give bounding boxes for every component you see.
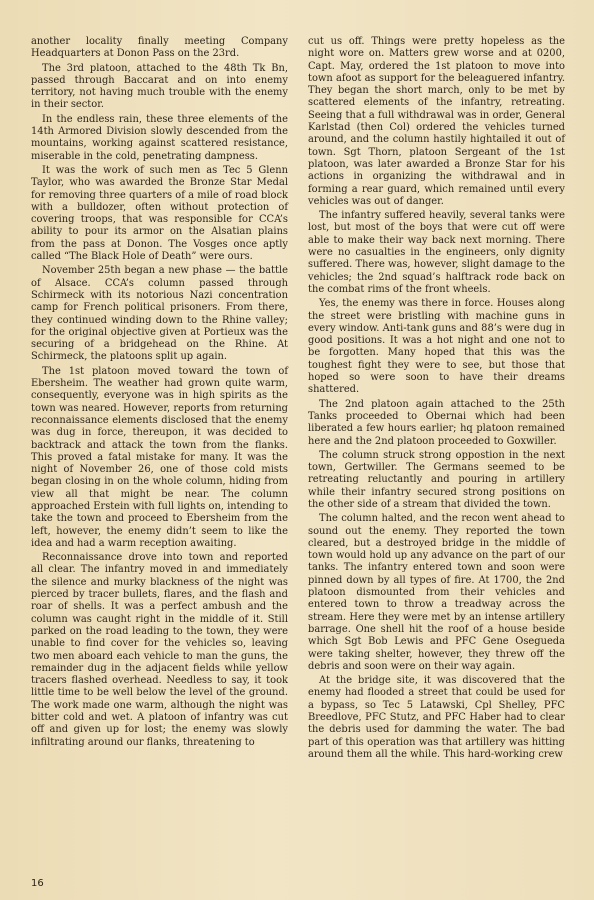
paragraph: November 25th began a new phase — the battle of Alsace. CCA’s column passed through Schirmeck with its notorious Nazi concentration camp for French political prisoners. From there, they continued winding down to the Rhine valley; for the original objective given at Portieux was the securing of a bridgehead on the Rhine. At Schirmeck, the platoons split up again. (31, 265, 288, 363)
paragraph: The column halted, and the recon went ahead to sound out the enemy. They reported the town cleared, but a destroyed bridge in the middle of town would hold up any advance on the part of our tanks. The infantry entered town and soon were pinned down by all types of fire. At 1700, the 2nd platoon dismounted from their vehicles and entered town to throw a treadway across the stream. Here they were met by an intense artillery barrage. One shell hit the roof of a house beside which Sgt Bob Lewis and PFC Gene Osegueda were taking shelter, however, they threw off the debris and soon were on their way again. (308, 513, 565, 672)
paragraph: At the bridge site, it was discovered that the enemy had flooded a street that could be used for a bypass, so Tec 5 Latawski, Cpl Shelley, PFC Breedlove, PFC Stutz, and PFC Haber had to clear the debris used for damming the water. The bad part of this operation was that artillery was hitting around them all the while. This hard-working crew (308, 675, 565, 760)
paragraph: The infantry suffered heavily, several tanks were lost, but most of the boys that were cut off were able to make their way back next morning. There were no casualties in the engineers, only dignity suffered. There was, however, slight damage to the vehicles; the 2nd squad’s halftrack rode back on the combat rims of the front wheels. (308, 210, 565, 295)
paragraph: Reconnaissance drove into town and reported all clear. The infantry moved in and immediately the silence and murky blackness of the night was pierced by tracer bullets, flares, and the flash and roar of shells. It was a perfect ambush and the column was caught right in the middle of it. Still parked on the road leading to the town, they were unable to find cover for the vehicles so, leaving two men aboard each vehicle to man the guns, the remainder dug in the adjacent fields while yellow tracers flashed overhead. Needless to say, it took little time to be well below the level of the ground. The work made one warm, although the night was bitter cold and wet. A platoon of infantry was cut off and given up for lost; the enemy was slowly infiltrating around our flanks, threatening to (31, 552, 288, 748)
paragraph: Yes, the enemy was there in force. Houses along the street were bristling with machine guns in every window. Anti-tank guns and 88’s were dug in good positions. It was a hot night and one not to be forgotten. Many hoped that this was the toughest fight they were to see, but those that hoped so were soon to have their dreams shattered. (308, 298, 565, 396)
paragraph: The 3rd platoon, attached to the 48th Tk Bn, passed through Baccarat and on into enemy territory, not having much trouble with the enemy in their sector. (31, 62, 288, 111)
right-text-column (308, 36, 565, 763)
paragraph: The 1st platoon moved toward the town of Ebersheim. The weather had grown quite warm, consequently, everyone was in high spirits as the town was neared. However, reports from returning reconnaissance elements disclosed that the enemy was dug in force, thereupon, it was decided to backtrack and attack the town from the flanks. This proved a fatal mistake for many. It was the night of November 26, one of those cold mists began closing in on the whole column, hiding from view all that might be near. The column approached Erstein with full lights on, intending to take the town and proceed to Ebersheim from the left, however, the enemy didn’t seem to like the idea and had a warm reception awaiting. (31, 365, 288, 549)
paragraph: The 2nd platoon again attached to the 25th Tanks proceeded to Obernai which had been liberated a few hours earlier; hq platoon remained here and the 2nd platoon proceeded to Goxwiller. (308, 398, 565, 447)
left-text-column (31, 36, 288, 751)
paragraph: In the endless rain, these three elements of the 14th Armored Division slowly descended from the mountains, working against scattered resistance, miserable in the cold, penetrating dampness. (31, 113, 288, 162)
paragraph: another locality finally meeting Company Headquarters at Donon Pass on the 23rd. (31, 36, 288, 60)
paragraph: The column struck strong oppostion in the next town, Gertwiller. The Germans seemed to be retreating reluctantly and pouring in artillery while their infantry secured strong positions on the other side of a stream that divided the town. (308, 449, 565, 510)
paragraph: It was the work of such men as Tec 5 Glenn Taylor, who was awarded the Bronze Star Medal for removing three quarters of a mile of road block with a bulldozer, often without protection of covering troops, that was responsible for CCA’s ability to pour its armor on the Alsatian plains from the pass at Donon. The Vosges once aptly called “The Black Hole of Death” were ours. (31, 164, 288, 263)
paragraph: cut us off. Things were pretty hopeless as the night wore on. Matters grew worse and at 0200, Capt. May, ordered the 1st platoon to move into town afoot as support for the beleaguered infantry. They began the short march, only to be met by scattered elements of the infantry, retreating. Seeing that a full withdrawal was in order, General Karlstad (then Col) ordered the vehicles turned around, and the column hastily hightailed it out of town. Sgt Thorn, platoon Sergeant of the 1st platoon, was later awarded a Bronze Star for his actions in organizing the withdrawal and in forming a rear guard, which remained until every vehicles was out of danger. (308, 36, 565, 207)
page-number: 16 (31, 878, 44, 889)
